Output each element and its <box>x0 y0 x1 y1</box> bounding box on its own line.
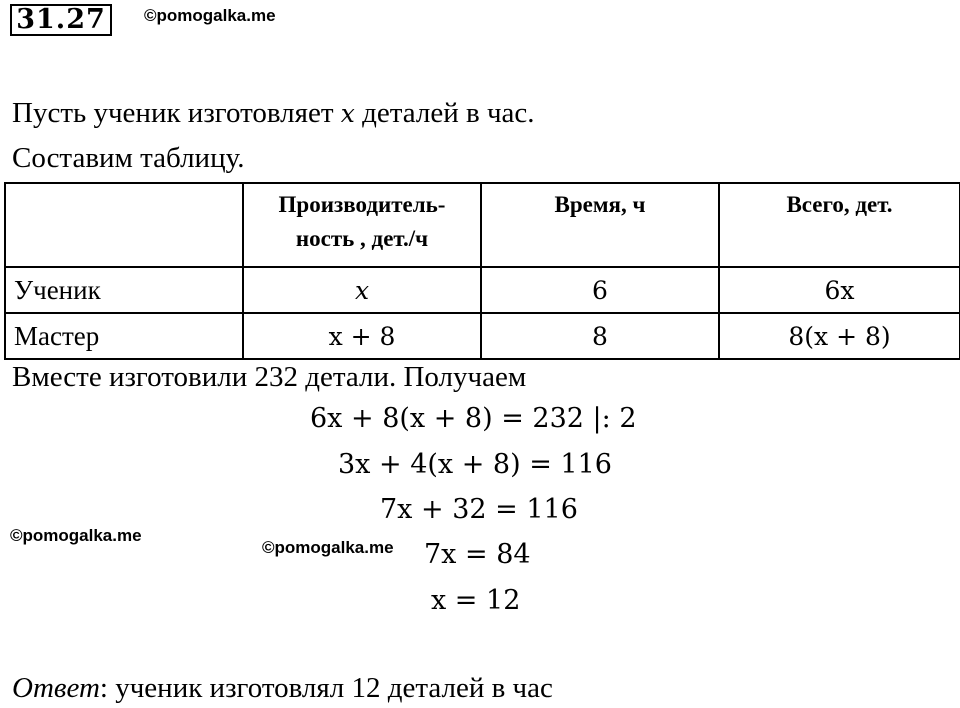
row-label-student: Ученик <box>5 267 243 313</box>
answer-label: Ответ <box>12 672 100 704</box>
master-time-value: 8 <box>592 321 608 351</box>
header-time: Время, ч <box>481 183 719 267</box>
student-time-value: 6 <box>592 275 608 305</box>
watermark-top: ©pomogalka.me <box>144 6 276 25</box>
table-row <box>5 313 960 359</box>
table-header-row <box>5 183 960 267</box>
watermark-center: ©pomogalka.me <box>262 538 394 557</box>
equation-2: 3x + 4(x + 8) = 116 <box>338 449 612 480</box>
cell-student-total <box>719 267 960 313</box>
intro-text-before: Пусть ученик изготовляет <box>12 97 341 129</box>
together-line: Вместе изготовили 232 детали. Получаем <box>12 361 527 393</box>
equation-4: 7x = 84 <box>424 539 531 570</box>
student-productivity-value: x <box>354 275 370 305</box>
intro-line <box>12 96 535 131</box>
cell-master-productivity <box>243 313 481 359</box>
row-label-master: Мастер <box>5 313 243 359</box>
header-total: Всего, дет. <box>719 183 960 267</box>
watermark-left: ©pomogalka.me <box>10 526 142 545</box>
problem-number: 31.27 <box>10 4 112 36</box>
answer-line <box>12 672 553 705</box>
cell-master-total <box>719 313 960 359</box>
master-productivity-value: x + 8 <box>328 321 396 351</box>
equation-1: 6x + 8(x + 8) = 232 |: 2 <box>310 403 637 434</box>
student-total-value: 6x <box>824 275 855 305</box>
intro-variable: x <box>340 99 355 128</box>
cell-master-time <box>481 313 719 359</box>
cell-student-time <box>481 267 719 313</box>
table-row <box>5 267 960 313</box>
equation-5: x = 12 <box>431 585 521 616</box>
header-productivity <box>243 183 481 267</box>
header-productivity-line1: Производитель- <box>278 192 446 217</box>
master-total-value: 8(x + 8) <box>788 321 891 351</box>
header-empty <box>5 183 243 267</box>
cell-student-productivity <box>243 267 481 313</box>
header-productivity-line2: ность , дет./ч <box>295 226 429 251</box>
data-table <box>4 182 960 360</box>
intro-text-after: деталей в час. <box>354 97 535 129</box>
table-intro: Составим таблицу. <box>12 142 245 174</box>
equation-3: 7x + 32 = 116 <box>380 494 578 525</box>
answer-text: : ученик изготовлял 12 деталей в час <box>99 672 553 704</box>
